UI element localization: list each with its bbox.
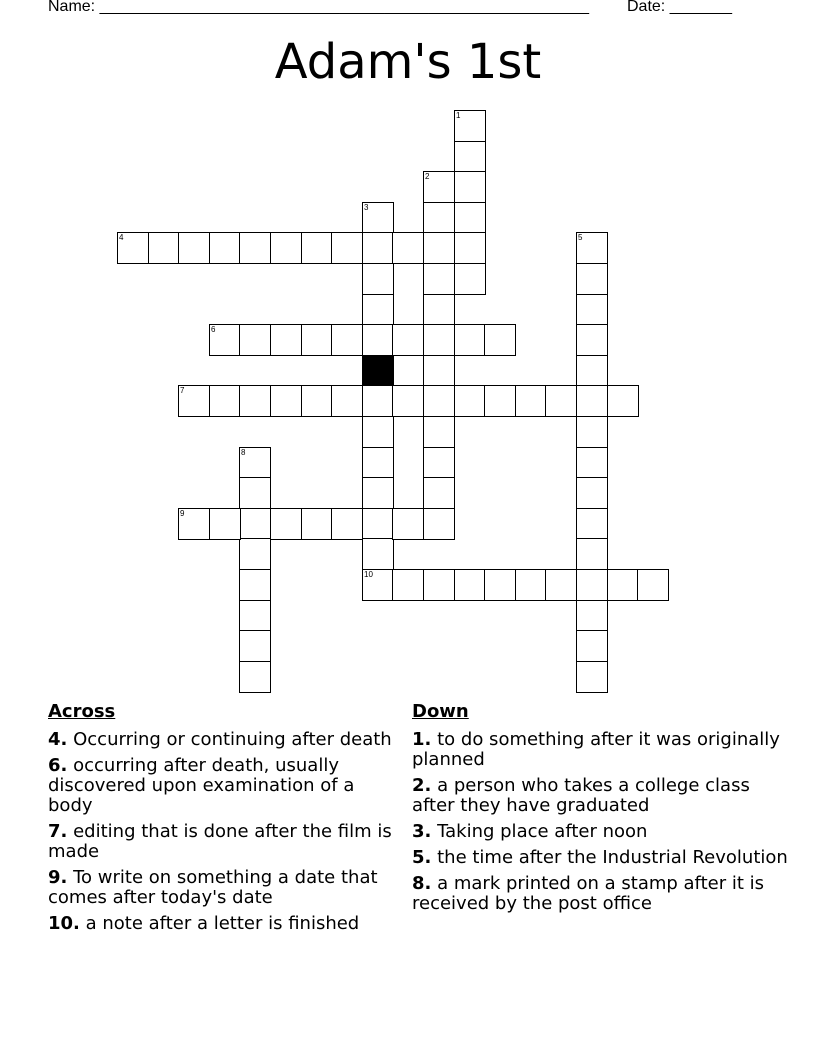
grid-cell[interactable] xyxy=(576,477,608,509)
across-heading: Across xyxy=(48,701,116,722)
grid-cell[interactable] xyxy=(454,263,486,295)
grid-cell[interactable] xyxy=(423,171,455,203)
grid-cell[interactable] xyxy=(454,232,486,264)
cell-number: 1 xyxy=(456,111,461,120)
grid-cell[interactable] xyxy=(484,324,516,356)
grid-cell[interactable] xyxy=(454,110,486,142)
clue-number: 5. xyxy=(412,847,432,868)
grid-cell[interactable] xyxy=(576,416,608,448)
clue-text: to do something after it was originally planned xyxy=(412,729,780,770)
clue-text: Taking place after noon xyxy=(437,821,648,842)
grid-cell[interactable] xyxy=(423,477,455,509)
cell-number: 10 xyxy=(364,570,373,579)
down-heading: Down xyxy=(412,701,469,722)
clue-down-3 xyxy=(412,822,792,842)
grid-cell[interactable] xyxy=(423,324,455,356)
cell-number: 9 xyxy=(180,509,185,518)
grid-cell[interactable] xyxy=(362,538,394,570)
grid-cell[interactable] xyxy=(576,600,608,632)
down-clues xyxy=(412,700,792,920)
grid-cell[interactable] xyxy=(576,385,608,417)
grid-cell[interactable] xyxy=(209,232,241,264)
clue-text: Occurring or continuing after death xyxy=(73,729,392,750)
grid-cell[interactable] xyxy=(576,661,608,693)
grid-cell[interactable] xyxy=(239,385,271,417)
grid-cell[interactable] xyxy=(331,385,363,417)
clue-down-8 xyxy=(412,874,792,914)
grid-cell[interactable] xyxy=(423,294,455,326)
clue-text: To write on something a date that comes after today's date xyxy=(48,867,378,908)
grid-cell[interactable] xyxy=(454,171,486,203)
grid-cell[interactable] xyxy=(239,477,271,509)
grid-cell[interactable] xyxy=(423,232,455,264)
clue-number: 6. xyxy=(48,755,68,776)
grid-cell[interactable] xyxy=(209,508,241,540)
grid-cell[interactable] xyxy=(209,324,241,356)
cell-number: 6 xyxy=(211,325,216,334)
clue-number: 8. xyxy=(412,873,432,894)
grid-cell[interactable] xyxy=(515,569,547,601)
grid-cell[interactable] xyxy=(270,508,302,540)
clue-number: 2. xyxy=(412,775,432,796)
grid-cell[interactable] xyxy=(362,294,394,326)
grid-cell[interactable] xyxy=(362,385,394,417)
grid-cell[interactable] xyxy=(301,508,333,540)
grid-cell[interactable] xyxy=(454,324,486,356)
name-field[interactable]: Name: _______________________________________________________ xyxy=(48,0,589,15)
grid-cell[interactable] xyxy=(178,232,210,264)
grid-cell[interactable] xyxy=(331,232,363,264)
clue-down-5 xyxy=(412,848,792,868)
grid-cell[interactable] xyxy=(239,232,271,264)
clue-number: 4. xyxy=(48,729,68,750)
grid-cell[interactable] xyxy=(545,569,577,601)
grid-cell[interactable] xyxy=(239,447,271,479)
clue-down-2 xyxy=(412,776,792,816)
grid-cell[interactable] xyxy=(270,324,302,356)
grid-cell[interactable] xyxy=(576,294,608,326)
grid-cell[interactable] xyxy=(576,447,608,479)
grid-cell[interactable] xyxy=(423,202,455,234)
grid-cell[interactable] xyxy=(484,569,516,601)
grid-cell[interactable] xyxy=(239,600,271,632)
clue-text: a person who takes a college class after they have graduated xyxy=(412,775,750,816)
grid-cell[interactable] xyxy=(607,569,639,601)
clue-across-4 xyxy=(48,730,398,750)
grid-cell[interactable] xyxy=(423,355,455,387)
grid-cell[interactable] xyxy=(423,416,455,448)
grid-cell[interactable] xyxy=(607,385,639,417)
clue-across-9 xyxy=(48,868,398,908)
grid-cell[interactable] xyxy=(423,447,455,479)
grid-cell[interactable] xyxy=(392,508,424,540)
clue-text: the time after the Industrial Revolution xyxy=(437,847,788,868)
grid-cell[interactable] xyxy=(362,416,394,448)
grid-cell[interactable] xyxy=(576,324,608,356)
grid-cell[interactable] xyxy=(545,385,577,417)
grid-cell[interactable] xyxy=(239,508,271,540)
cell-number: 3 xyxy=(364,203,369,212)
clue-number: 10. xyxy=(48,913,80,934)
grid-cell[interactable] xyxy=(576,232,608,264)
grid-cell[interactable] xyxy=(362,508,394,540)
clue-text: occurring after death, usually discovered upon examination of a body xyxy=(48,755,355,816)
clue-across-6 xyxy=(48,756,398,816)
cell-number: 4 xyxy=(119,233,124,242)
clue-number: 9. xyxy=(48,867,68,888)
grid-cell[interactable] xyxy=(178,385,210,417)
grid-cell[interactable] xyxy=(301,324,333,356)
grid-cell[interactable] xyxy=(148,232,180,264)
grid-cell[interactable] xyxy=(178,508,210,540)
cell-number: 7 xyxy=(180,386,185,395)
grid-cell[interactable] xyxy=(239,324,271,356)
grid-cell[interactable] xyxy=(423,569,455,601)
clue-number: 1. xyxy=(412,729,432,750)
grid-cell[interactable] xyxy=(270,232,302,264)
grid-cell[interactable] xyxy=(576,630,608,662)
clue-number: 7. xyxy=(48,821,68,842)
cell-number: 5 xyxy=(578,233,583,242)
grid-cell[interactable] xyxy=(392,324,424,356)
grid-cell[interactable] xyxy=(209,385,241,417)
grid-cell[interactable] xyxy=(331,324,363,356)
grid-cell[interactable] xyxy=(454,141,486,173)
grid-cell[interactable] xyxy=(576,508,608,540)
grid-cell[interactable] xyxy=(362,324,394,356)
grid-cell[interactable] xyxy=(239,569,271,601)
cell-number: 2 xyxy=(425,172,430,181)
grid-cell[interactable] xyxy=(362,202,394,234)
across-clues xyxy=(48,700,398,940)
grid-cell[interactable] xyxy=(576,263,608,295)
grid-cell[interactable] xyxy=(239,630,271,662)
grid-cell[interactable] xyxy=(362,569,394,601)
clue-number: 3. xyxy=(412,821,432,842)
grid-cell[interactable] xyxy=(362,232,394,264)
grid-cell[interactable] xyxy=(392,569,424,601)
grid-cell[interactable] xyxy=(454,569,486,601)
grid-cell[interactable] xyxy=(392,232,424,264)
grid-cell[interactable] xyxy=(576,355,608,387)
grid-cell[interactable] xyxy=(392,385,424,417)
cell-number: 8 xyxy=(241,448,246,457)
clue-text: a mark printed on a stamp after it is received by the post office xyxy=(412,873,764,914)
grid-block-cell xyxy=(362,355,394,387)
grid-cell[interactable] xyxy=(362,447,394,479)
grid-cell[interactable] xyxy=(301,232,333,264)
grid-cell[interactable] xyxy=(362,263,394,295)
grid-cell[interactable] xyxy=(117,232,149,264)
grid-cell[interactable] xyxy=(454,385,486,417)
clue-text: a note after a letter is finished xyxy=(85,913,360,934)
grid-cell[interactable] xyxy=(239,538,271,570)
clue-down-1 xyxy=(412,730,792,770)
grid-cell[interactable] xyxy=(484,385,516,417)
grid-cell[interactable] xyxy=(423,508,455,540)
grid-cell[interactable] xyxy=(515,385,547,417)
grid-cell[interactable] xyxy=(637,569,669,601)
clue-across-10 xyxy=(48,914,398,934)
clue-text: editing that is done after the film is made xyxy=(48,821,392,862)
grid-cell[interactable] xyxy=(301,385,333,417)
grid-cell[interactable] xyxy=(454,202,486,234)
grid-cell[interactable] xyxy=(576,538,608,570)
date-field[interactable]: Date: _______ xyxy=(627,0,732,15)
puzzle-title: Adam's 1st xyxy=(274,34,542,90)
clue-across-7 xyxy=(48,822,398,862)
grid-cell[interactable] xyxy=(576,569,608,601)
grid-cell[interactable] xyxy=(423,385,455,417)
grid-cell[interactable] xyxy=(362,477,394,509)
grid-cell[interactable] xyxy=(270,385,302,417)
grid-cell[interactable] xyxy=(331,508,363,540)
grid-cell[interactable] xyxy=(239,661,271,693)
grid-cell[interactable] xyxy=(423,263,455,295)
